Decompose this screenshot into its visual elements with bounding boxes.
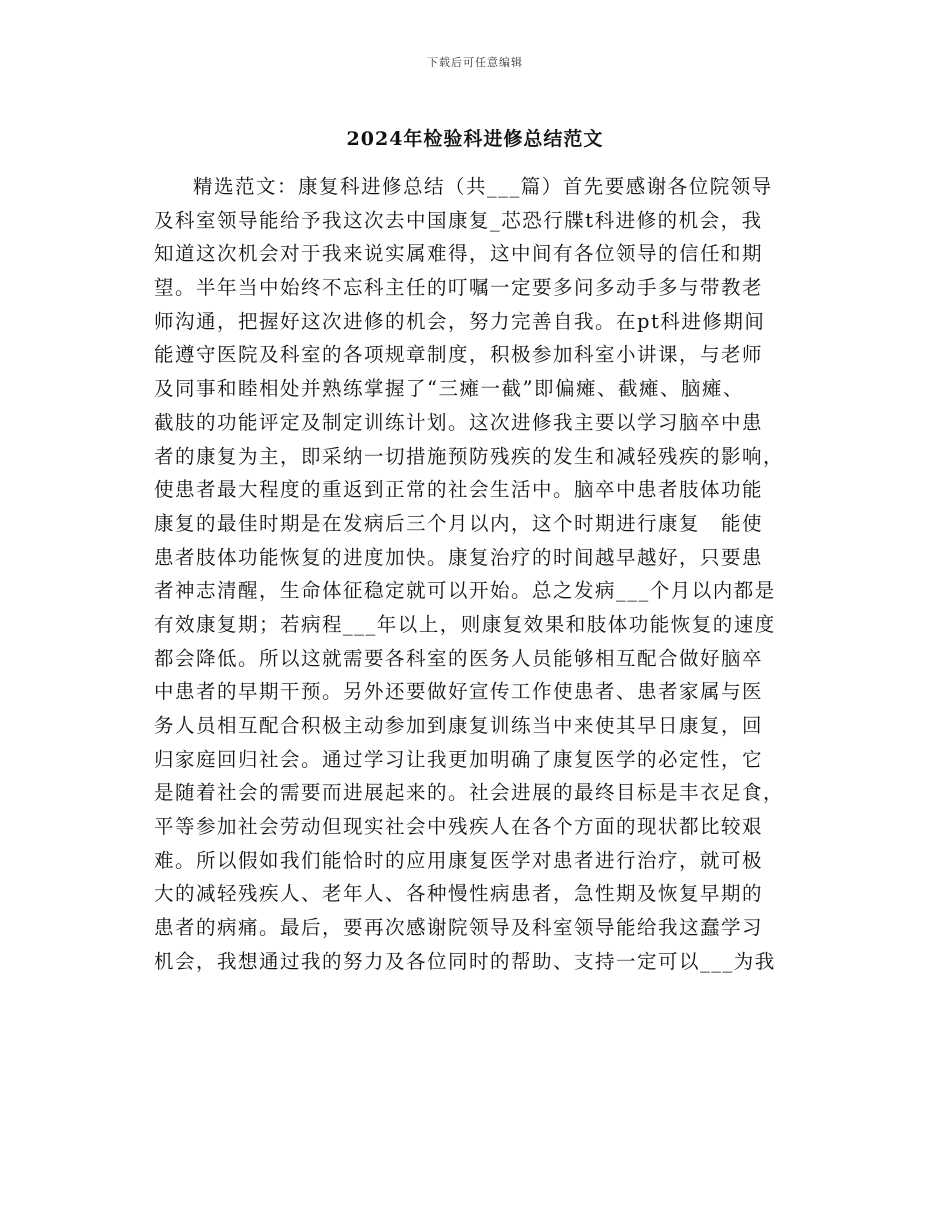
body-line: 及同事和睦相处并熟练掌握了“三瘫一截”即偏瘫、截瘫、脑瘫、 [154,377,744,401]
body-line: 师沟通，把握好这次进修的机会，努力完善自我。在pt科进修期间 [154,309,766,333]
document-body [154,170,800,979]
body-line: 大的减轻残疾人、老年人、各种慢性病患者，急性期及恢复早期的 [154,882,764,906]
body-line: 能遵守医院及科室的各项规章制度，积极参加科室小讲课，与老师 [154,343,764,367]
body-line: 平等参加社会劳动但现实社会中残疾人在各个方面的现状都比较艰 [154,815,764,839]
body-line: 者神志清醒，生命体征稳定就可以开始。总之发病___个月以内都是 [154,579,776,603]
body-line: 务人员相互配合积极主动参加到康复训练当中来使其早日康复，回 [154,714,764,737]
body-line: 都会降低。所以这就需要各科室的医务人员能够相互配合做好脑卒 [154,646,764,670]
header-note: 下载后可任意编辑 [427,56,523,69]
body-line: 康复的最佳时期是在发病后三个月以内，这个时期进行康复 能使 [154,511,764,535]
body-line: 有效康复期；若病程___年以上，则康复效果和肢体功能恢复的速度 [154,612,776,636]
body-line: 截肢的功能评定及制定训练计划。这次进修我主要以学习脑卒中患 [154,410,764,434]
body-line: 精选范文：康复科进修总结（共___篇）首先要感谢各位院领导 [193,175,773,198]
body-line: 使患者最大程度的重返到正常的社会生活中。脑卒中患者肢体功能 [154,478,764,502]
body-line: 者的康复为主，即采纳一切措施预防残疾的发生和减轻残疾的影响， [154,444,785,468]
body-line: 知道这次机会对于我来说实属难得，这中间有各位领导的信任和期 [154,242,764,266]
body-line: 患者的病痛。最后，要再次感谢院领导及科室领导能给我这蠢学习 [154,916,764,940]
document-title: 2024年检验科进修总结范文 [346,128,604,150]
body-line: 中患者的早期干预。另外还要做好宣传工作使患者、患者家属与医 [154,680,764,704]
body-line: 望。半年当中始终不忘科主任的叮嘱一定要多问多动手多与带教老 [154,276,764,300]
body-line: 及科室领导能给予我这次去中国康复_芯恐行牒t科进修的机会，我 [154,208,763,232]
body-line: 难。所以假如我们能恰时的应用康复医学对患者进行治疗，就可极 [154,848,764,872]
body-line: 归家庭回归社会。通过学习让我更加明确了康复医学的必定性，它 [154,747,764,771]
body-line: 机会，我想通过我的努力及各位同时的帮助、支持一定可以___为我 [154,949,776,973]
body-line: 是随着社会的需要而进展起来的。社会进展的最终目标是丰衣足食， [154,781,785,805]
body-line: 患者肢体功能恢复的进度加快。康复治疗的时间越早越好，只要患 [154,545,764,569]
